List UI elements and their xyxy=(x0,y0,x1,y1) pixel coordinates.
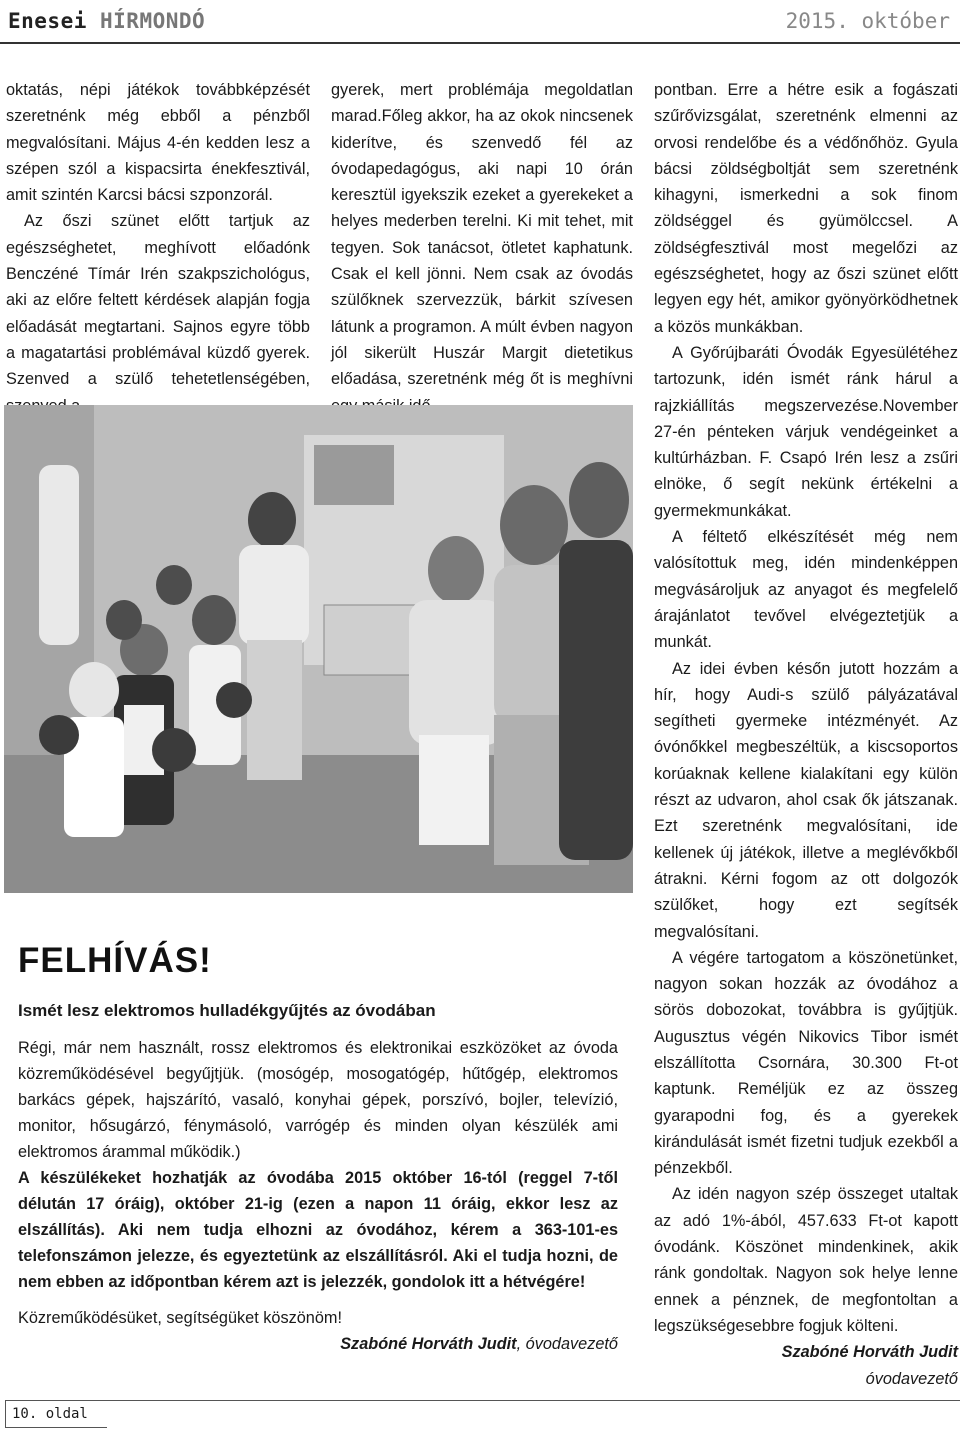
notice-signature-role: óvodavezető xyxy=(525,1335,618,1353)
col3-paragraph-2: A Győrújbaráti Óvodák Egyesülétéhez tartozunk, idén ismét ránk hárul a rajzkiállítás megszervezése.November 27-én pénteken várjuk vendégeinket a kultúrházban. F. Csapó Irén lesz a zsűri elnöke, ő segít nekünk értékelni a gyermekmunkákat. xyxy=(654,343,958,520)
newspaper-title xyxy=(8,9,205,33)
column-3 xyxy=(654,77,958,1392)
col3-paragraph-6: Az idén nagyon szép összeget utaltak az adó 1%-ából, 457.633 Ft-ot kapott óvodánk. Köszönet mindenkinek, akik ránk gondoltak. Nagyon sok helye lenne ennek a pénznek, de megfontoltan a legszükségesebbre fogjuk költeni. xyxy=(654,1185,958,1335)
column-2 xyxy=(331,77,633,419)
col3-signature-role: óvodavezető xyxy=(865,1369,958,1388)
footer-rule xyxy=(100,1400,960,1401)
notice-description: Régi, már nem használt, rossz elektromos és elektronikai eszközöket az óvoda közreműködésével begyűjtjük. (mosógép, mosogatógép, hűtőgép, elektromos barkács gépek, hajszárító, vasaló, konyhai gépek, porszívó, bojler, televízió, monitor, hősugárzó, fénymásoló, varrógép és minden olyan készülék ami elektromos árammal működik.) xyxy=(18,1039,618,1161)
notice-title: FELHÍVÁS! xyxy=(18,941,212,980)
page-footer xyxy=(0,1400,960,1432)
col3-paragraph-5: A végére tartogatom a köszönetünket, nagyon sokan hozzák az óvodához a sörös dobozokat, továbbra is gyűjtjük. Augusztus végén Nikovics Tibor ismét elszállította Csornára, 30.300 Ft-ot kaptunk. Reméljük ez az összeg gyarapodni fog, és a gyerekek kirándulását ismét fizetni tudjuk ezekből a pénzekből. xyxy=(654,948,958,1178)
col3-paragraph-3: A féltető elkészítését még nem valósítottuk meg, idén mindenképpen megvásároljuk az anyagot és megfelelő árajánlatot tevővel elvégeztetjük a munkát. xyxy=(654,528,958,652)
notice-box xyxy=(4,925,634,1370)
page-header xyxy=(0,0,960,44)
notice-schedule: A készülékeket hozhatják az óvodába 2015 október 16-tól (reggel 7-től délután 17 óráig), október 21-ig (ezen a napon 11 óráig, ekkor lesz az elszállítás). Aki nem tudja elhozni az óvodához, kérem a 363-101-es telefonszámon jelezze, és egyeztetünk az elszállításról. Aki el tudja hozni, de nem ebben az időpontban kérem azt is jelezzék, gondolok itt a hétvégére! xyxy=(18,1169,618,1291)
col1-paragraph-2: Az őszi szünet előtt tartjuk az egészséghetet, meghívott előadónk Benczéné Tímár Irén szakpszichológus, aki az előre feltett kérdések alapján fogja előadását megtartani. Sajnos egyre több a magatartási problémával küzdő gyerek. Szenved a szülő tehetetlenségében, xyxy=(6,212,310,389)
notice-subtitle: Ismét lesz elektromos hulladékgyűjtés az óvodában xyxy=(18,1001,436,1020)
col3-signature-name: Szabóné Horváth Judit xyxy=(781,1343,958,1362)
title-part-enesei: Enesei xyxy=(8,9,101,33)
col1-paragraph-1: oktatás, népi játékok továbbképzését szeretnénk még ebből a pénzből megvalósítani. Május 4-én kedden lesz a szépen szól a kispacsirta énekfesztivál, amit szintén Karcsi bácsi szponzorál. xyxy=(6,81,310,205)
col3-paragraph-4: Az idei évben későn jutott hozzám a hír, hogy Audi-s szülő pályázatával segítheti gyermeke intézményét. Az óvónőkkel megbeszéltük, a kiscsoportos korúaknak kellene kialakítani egy külön részt az udvaron, ahol csak ők játszanak. Ezt szeretnénk megvalósítani, ide kellenek új játékok, illetve a meglévőkből átrakni. Kérni fogom az ott dolgozók szülőket, hogy ezt segítsék megvalósítani. xyxy=(654,659,958,941)
issue-date: 2015. október xyxy=(785,9,950,33)
notice-thanks: Közreműködésüket, segítségüket köszönöm! xyxy=(18,1309,342,1327)
event-photo xyxy=(4,405,633,893)
page-number: 10. oldal xyxy=(5,1400,107,1428)
notice-signature xyxy=(18,1331,618,1357)
notice-signature-name: Szabóné Horváth Judit xyxy=(340,1335,517,1353)
col2-paragraph-1: gyerek, mert problémája megoldatlan marad.Főleg akkor, ha az okok nincsenek kiderítve, és szenvedő fél az óvodapedagógus, aki napi 10 órán keresztül igyekszik ezeket a gyerekeket a helyes mederben terelni. Ki mit tehet, mit tegyen. Sok tanácsot, ötletet kaphatunk. Csak el kell jönni. Nem csak az óvodás szülőknek szervezzük, bárkit szívesen látunk a programon. A múlt évben nagyon jól sikerült Huszár Margit dietetikus előadása, szeretnénk még őt is meghívni xyxy=(331,81,633,389)
notice-body xyxy=(18,1035,618,1357)
photo-illustration xyxy=(4,405,633,893)
col3-paragraph-1: pontban. Erre a hétre esik a fogászati szűrővizsgálat, szeretnénk elmenni az orvosi rendelőbe és a védőnőhöz. Gyula bácsi zöldségboltját sem szeretnénk kihagyni, ismerkedni a sok finom zöldséggel és gyümölccsel. A zöldségfesztivál most megelőzi az egészséghetet, hogy az őszi szünet előtt legyen egy hét, amikor gyönyörködhetnek a közös munkákban. xyxy=(654,81,958,336)
title-part-hirmondo: HÍRMONDÓ xyxy=(100,9,206,33)
column-1 xyxy=(6,77,310,419)
notice-signature-sep: , xyxy=(516,1335,526,1353)
